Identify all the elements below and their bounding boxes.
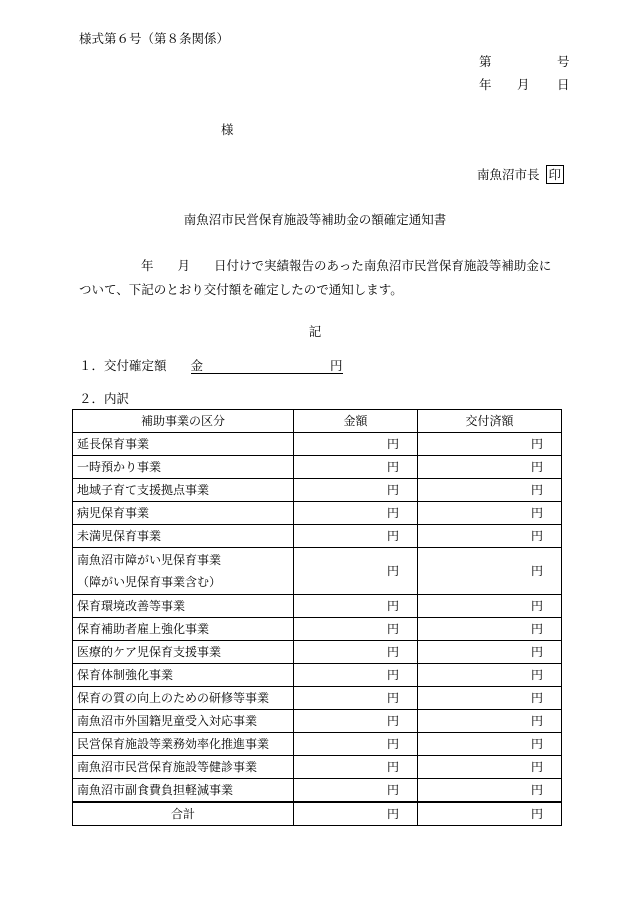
row-amount-cell: 円 xyxy=(294,548,418,595)
header-paid: 交付済額 xyxy=(418,410,562,433)
row-category-name: 保育体制強化事業 xyxy=(77,668,174,682)
row-amount-cell: 円 xyxy=(294,779,418,803)
item-2-breakdown-label: ２．内訳 xyxy=(79,391,130,406)
row-category-name: 地域子育て支援拠点事業 xyxy=(77,483,210,497)
body-line-1 xyxy=(79,256,551,274)
row-paid-cell: 円 xyxy=(418,618,562,641)
total-amount-cell: 円 xyxy=(294,802,418,826)
row-category xyxy=(73,641,294,664)
row-paid-cell: 円 xyxy=(418,756,562,779)
date-month-label: 月 xyxy=(517,77,530,92)
row-amount-cell: 円 xyxy=(294,456,418,479)
row-category-name: 医療的ケア児保育支援事業 xyxy=(77,645,222,659)
row-category-name: 民営保育施設等業務効率化推進事業 xyxy=(77,737,270,751)
table-row xyxy=(73,502,562,525)
row-amount-cell: 円 xyxy=(294,502,418,525)
table-row xyxy=(73,433,562,456)
header-category: 補助事業の区分 xyxy=(73,410,294,433)
amount-underline-field xyxy=(191,356,343,374)
row-category-name: 一時預かり事業 xyxy=(77,460,162,474)
row-amount-cell: 円 xyxy=(294,687,418,710)
row-category-sub: （障がい児保育事業含む） xyxy=(77,575,222,589)
ki-heading: 記 xyxy=(308,324,322,339)
row-paid-cell: 円 xyxy=(418,525,562,548)
issuer-block xyxy=(477,165,564,184)
table-row xyxy=(73,548,562,595)
row-amount-cell: 円 xyxy=(294,733,418,756)
table-row xyxy=(73,733,562,756)
row-category xyxy=(73,618,294,641)
row-paid-cell: 円 xyxy=(418,433,562,456)
row-category-name: 保育補助者雇上強化事業 xyxy=(77,622,210,636)
row-paid-cell: 円 xyxy=(418,687,562,710)
table-row xyxy=(73,595,562,618)
row-category xyxy=(73,479,294,502)
table-header-row xyxy=(73,410,562,433)
amount-yen: 円 xyxy=(330,358,343,373)
row-category xyxy=(73,687,294,710)
row-category xyxy=(73,456,294,479)
row-paid-cell: 円 xyxy=(418,479,562,502)
header-amount: 金額 xyxy=(294,410,418,433)
table-row xyxy=(73,664,562,687)
row-paid-cell: 円 xyxy=(418,779,562,803)
row-amount-cell: 円 xyxy=(294,664,418,687)
row-paid-cell: 円 xyxy=(418,502,562,525)
item-1-label: １．交付確定額 xyxy=(79,358,167,373)
body-line1-text: 日付けで実績報告のあった南魚沼市民営保育施設等補助金に xyxy=(214,258,552,273)
row-category xyxy=(73,733,294,756)
row-amount-cell: 円 xyxy=(294,433,418,456)
row-amount-cell: 円 xyxy=(294,756,418,779)
row-amount-cell: 円 xyxy=(294,710,418,733)
row-paid-cell: 円 xyxy=(418,664,562,687)
document-number-suffix: 号 xyxy=(557,54,570,69)
table-row xyxy=(73,618,562,641)
row-category xyxy=(73,779,294,803)
row-category-name: 南魚沼市副食費負担軽減事業 xyxy=(77,783,234,797)
table-row xyxy=(73,710,562,733)
table-total-row xyxy=(73,802,562,826)
row-category xyxy=(73,502,294,525)
row-paid-cell: 円 xyxy=(418,456,562,479)
row-paid-cell: 円 xyxy=(418,710,562,733)
date-year-label: 年 xyxy=(479,77,492,92)
row-category xyxy=(73,433,294,456)
table-row xyxy=(73,779,562,803)
total-paid-cell: 円 xyxy=(418,802,562,826)
issuer-name: 南魚沼市長 xyxy=(477,167,540,182)
table-row xyxy=(73,687,562,710)
row-amount-cell: 円 xyxy=(294,618,418,641)
table-row xyxy=(73,456,562,479)
total-label: 合計 xyxy=(73,802,294,826)
table-row xyxy=(73,641,562,664)
row-category-name: 南魚沼市障がい児保育事業 xyxy=(77,553,222,567)
row-category-name: 保育の質の向上のための研修等事業 xyxy=(77,691,270,705)
row-amount-cell: 円 xyxy=(294,641,418,664)
body-year: 年 xyxy=(141,258,154,273)
addressee-suffix: 様 xyxy=(221,122,234,137)
body-line-2: ついて、下記のとおり交付額を確定したので通知します。 xyxy=(79,282,403,297)
table-row xyxy=(73,479,562,502)
amount-kin: 金 xyxy=(190,358,204,373)
row-amount-cell: 円 xyxy=(294,595,418,618)
row-category-name: 延長保育事業 xyxy=(77,437,150,451)
row-paid-cell: 円 xyxy=(418,595,562,618)
row-category xyxy=(73,756,294,779)
row-amount-cell: 円 xyxy=(294,479,418,502)
table-row xyxy=(73,756,562,779)
seal-mark: 印 xyxy=(546,165,565,184)
document-title: 南魚沼市民営保育施設等補助金の額確定通知書 xyxy=(183,212,447,227)
row-category xyxy=(73,710,294,733)
row-category-name: 保育環境改善等事業 xyxy=(77,599,186,613)
body-month: 月 xyxy=(177,258,191,273)
row-category xyxy=(73,595,294,618)
row-category-name: 南魚沼市民営保育施設等健診事業 xyxy=(77,760,258,774)
row-category-name: 病児保育事業 xyxy=(77,506,150,520)
table-row xyxy=(73,525,562,548)
row-paid-cell: 円 xyxy=(418,733,562,756)
row-category xyxy=(73,525,294,548)
item-1-confirmed-amount xyxy=(79,356,343,374)
form-label: 様式第６号（第８条関係） xyxy=(79,31,230,46)
row-amount-cell: 円 xyxy=(294,525,418,548)
row-category xyxy=(73,548,294,595)
breakdown-table xyxy=(72,409,562,826)
row-paid-cell: 円 xyxy=(418,548,562,595)
row-category-name: 未満児保育事業 xyxy=(77,529,162,543)
row-category-name: 南魚沼市外国籍児童受入対応事業 xyxy=(77,714,258,728)
row-paid-cell: 円 xyxy=(418,641,562,664)
date-day-label: 日 xyxy=(557,77,570,92)
document-number-prefix: 第 xyxy=(479,54,492,69)
row-category xyxy=(73,664,294,687)
